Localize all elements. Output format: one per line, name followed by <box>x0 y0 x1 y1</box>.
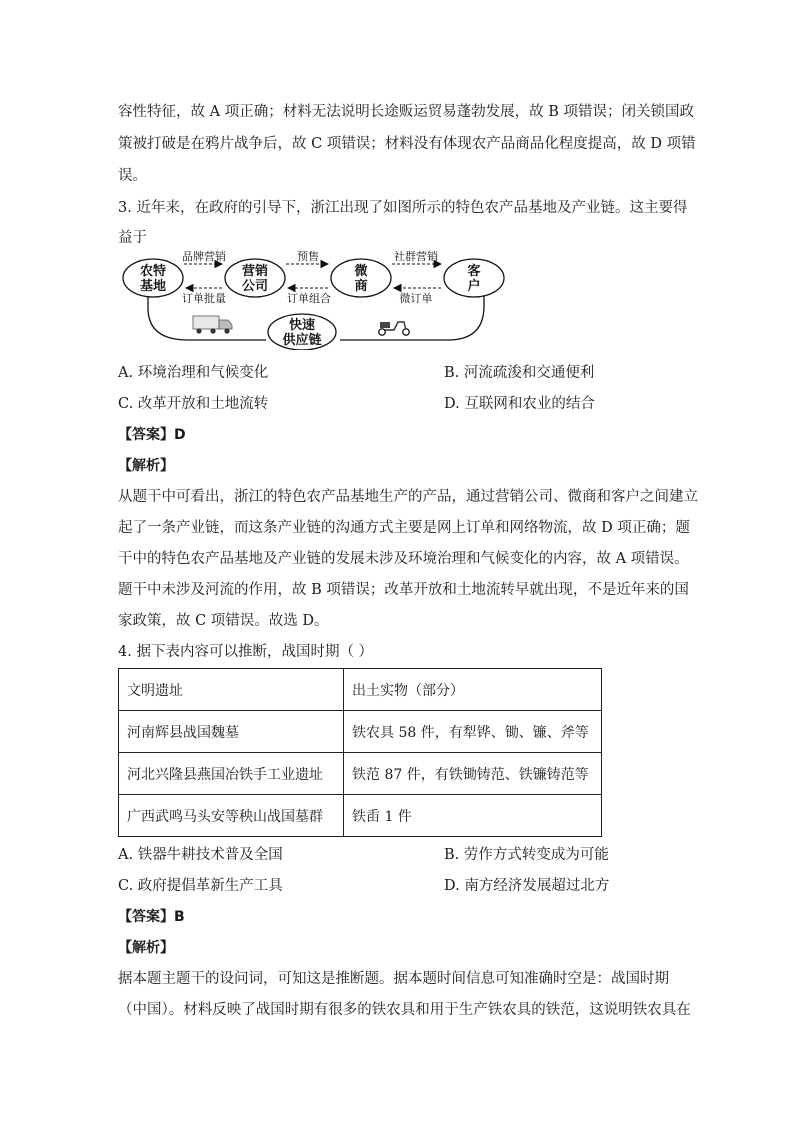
table-row <box>119 795 602 837</box>
truck-icon <box>193 316 232 334</box>
q4-option-a: A. 铁器牛耕技术普及全国 <box>118 847 283 863</box>
q3-option-c: C. 改革开放和土地流转 <box>118 396 269 412</box>
q4-analysis-line: （中国）。材料反映了战国时期有很多的铁农具和用于生产铁农具的铁范，这说明铁农具在 <box>118 1002 691 1018</box>
question-4-stem: 4. 据下表内容可以推断，战国时期（ ） <box>118 644 374 660</box>
industry-chain-diagram <box>118 250 518 350</box>
table-cell: 铁臿 1 件 <box>344 795 602 837</box>
edge-presale: 预售 <box>297 250 319 263</box>
node-merchant-label-1: 微 <box>354 264 368 279</box>
table-row <box>119 753 602 795</box>
edge-order-combine: 订单组合 <box>287 292 331 305</box>
q3-option-d: D. 互联网和农业的结合 <box>444 396 595 412</box>
node-customer-label-1: 客 <box>467 264 481 279</box>
edge-community-marketing: 社群营销 <box>394 250 438 263</box>
node-base-label-1: 农特 <box>139 264 167 279</box>
q3-option-a: A. 环境治理和气候变化 <box>118 365 269 381</box>
q3-option-b: B. 河流疏浚和交通便利 <box>444 365 595 381</box>
relics-table <box>118 668 602 837</box>
node-merchant-label-2: 商 <box>354 279 368 294</box>
q4-analysis-label: 【解析】 <box>118 940 174 956</box>
q3-answer: 【答案】D <box>118 427 186 443</box>
table-header-cell: 出土实物（部分） <box>344 669 602 711</box>
paragraph-line: 误。 <box>118 168 147 184</box>
q4-answer: 【答案】B <box>118 909 185 925</box>
q3-analysis-label: 【解析】 <box>118 458 174 474</box>
table-cell: 铁农具 58 件，有犁铧、锄、镰、斧等 <box>344 711 602 753</box>
table-cell: 河北兴隆县燕国冶铁手工业遗址 <box>119 753 344 795</box>
paragraph-line: 策被打破是在鸦片战争后，故 C 项错误；材料没有体现农产品商品化程度提高，故 D 项错 <box>118 136 696 152</box>
node-company-label-1: 营销 <box>241 264 269 279</box>
q4-option-d: D. 南方经济发展超过北方 <box>444 878 610 894</box>
paragraph-line: 容性特征，故 A 项正确；材料无法说明长途贩运贸易蓬勃发展，故 B 项错误；闭关锁国政 <box>118 104 695 120</box>
node-supply-label-1: 快速 <box>288 318 316 333</box>
edge-micro-order: 微订单 <box>399 292 433 305</box>
node-company-label-2: 公司 <box>241 279 269 294</box>
question-3-stem: 3. 近年来，在政府的引导下，浙江出现了如图所示的特色农产品基地及产业链。这主要得 <box>118 200 688 216</box>
node-supply-label-2: 供应链 <box>282 333 322 348</box>
scooter-icon <box>379 322 409 335</box>
q4-analysis-line: 据本题主题干的设问词，可知这是推断题。据本题时间信息可知准确时空是：战国时期 <box>118 971 669 987</box>
table-cell: 河南辉县战国魏墓 <box>119 711 344 753</box>
edge-wholesale-order: 订单批量 <box>182 292 226 305</box>
q3-analysis-line: 从题干中可看出，浙江的特色农产品基地生产的产品，通过营销公司、微商和客户之间建立 <box>118 489 698 505</box>
table-cell: 广西武鸣马头安等秧山战国墓群 <box>119 795 344 837</box>
q4-option-b: B. 劳作方式转变成为可能 <box>444 847 609 863</box>
q3-analysis-line: 干中的特色农产品基地及产业链的发展未涉及环境治理和气候变化的内容，故 A 项错误。 <box>118 551 689 567</box>
q3-analysis-line: 题干中未涉及河流的作用，故 B 项错误；改革开放和土地流转早就出现，不是近年来的国 <box>118 582 689 598</box>
node-base-label-2: 基地 <box>139 279 167 294</box>
node-customer-label-2: 户 <box>467 279 481 294</box>
q3-analysis-line: 家政策，故 C 项错误。故选 D。 <box>118 613 329 629</box>
table-cell: 铁范 87 件，有铁锄铸范、铁镰铸范等 <box>344 753 602 795</box>
table-header-cell: 文明遗址 <box>119 669 344 711</box>
q3-analysis-line: 起了一条产业链，而这条产业链的沟通方式主要是网上订单和网络物流，故 D 项正确；题 <box>118 520 690 536</box>
question-3-stem-cont: 益于 <box>118 230 147 246</box>
q4-option-c: C. 政府提倡革新生产工具 <box>118 878 283 894</box>
table-header-row <box>119 669 602 711</box>
table-row <box>119 711 602 753</box>
edge-brand-marketing: 品牌营销 <box>182 250 226 263</box>
